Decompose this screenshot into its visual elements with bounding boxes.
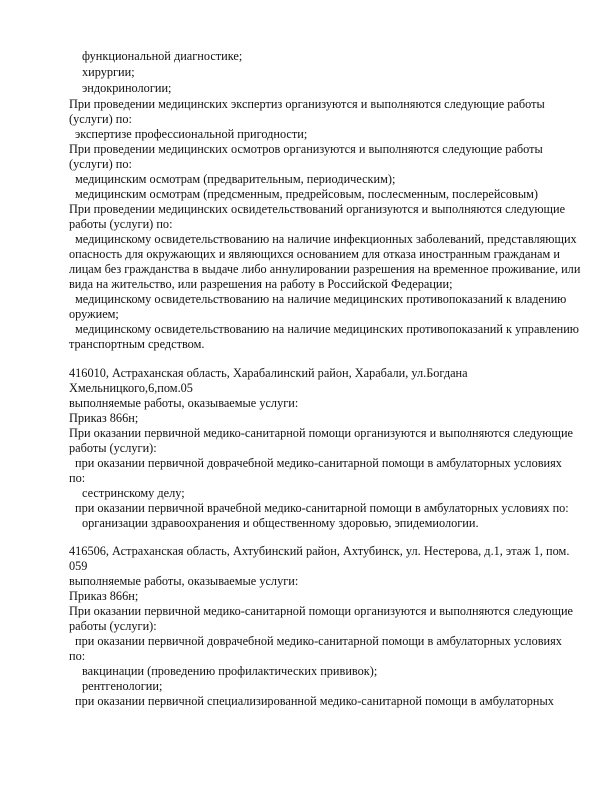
text-line: опасность для окружающих и являющихся основанием для отказа иностранным гражданам и [69,247,560,261]
text-line: (услуги) по: [69,112,132,126]
text-line: работы (услуги): [69,619,157,633]
text-line: При оказании первичной медико-санитарной помощи организуются и выполняются следующие [69,604,573,618]
text-line: выполняемые работы, оказываемые услуги: [69,574,299,588]
text-line: транспортным средством. [69,337,205,351]
text-line: эндокринологии; [82,81,172,95]
text-line: медицинскому освидетельствованию на наличие инфекционных заболеваний, представляющих [75,232,577,246]
text-line: организации здравоохранения и общественному здоровью, эпидемиологии. [82,516,479,530]
text-line: вакцинации (проведению профилактических прививок); [82,664,378,678]
text-line: При оказании первичной медико-санитарной помощи организуются и выполняются следующие [69,426,573,440]
text-line: экспертизе профессиональной пригодности; [75,127,308,141]
text-line: работы (услуги): [69,441,157,455]
text-line: медицинскому освидетельствованию на наличие медицинских противопоказаний к управлению [75,322,579,336]
text-line: сестринскому делу; [82,486,185,500]
text-line: при оказании первичной доврачебной медико-санитарной помощи в амбулаторных условиях [75,634,562,648]
text-line: при оказании первичной специализированной медико-санитарной помощи в амбулаторных [75,694,554,708]
address-line: 416506, Астраханская область, Ахтубинский район, Ахтубинск, ул. Нестерова, д.1, этаж 1, пом. [69,544,570,558]
text-line: работы (услуги) по: [69,217,173,231]
text-line: медицинским осмотрам (предварительным, периодическим); [75,172,396,186]
text-line: при оказании первичной доврачебной медико-санитарной помощи в амбулаторных условиях [75,456,562,470]
text-line: Приказ 866н; [69,411,139,425]
text-line: При проведении медицинских освидетельствований организуются и выполняются следующие [69,202,566,216]
text-line: при оказании первичной врачебной медико-санитарной помощи в амбулаторных условиях по: [75,501,569,515]
text-line: лицам без гражданства в выдаче либо аннулировании разрешения на временное проживание, или [69,262,581,276]
text-line: При проведении медицинских осмотров организуются и выполняются следующие работы [69,142,543,156]
text-line: медицинским осмотрам (предсменным, предрейсовым, послесменным, послерейсовым) [75,187,538,201]
text-line: рентгенологии; [82,679,163,693]
text-line: по: [69,471,86,485]
text-line: по: [69,649,86,663]
text-line: оружием; [69,307,119,321]
text-line: вида на жительство, или разрешения на работу в Российской Федерации; [69,277,453,291]
text-line: выполняемые работы, оказываемые услуги: [69,396,299,410]
text-line: Приказ 866н; [69,589,139,603]
address-line: 416010, Астраханская область, Харабалинский район, Харабали, ул.Богдана [69,366,468,380]
address-line: 059 [69,559,88,573]
text-line: медицинскому освидетельствованию на наличие медицинских противопоказаний к владению [75,292,567,306]
text-line: функциональной диагностике; [82,49,243,63]
text-line: При проведении медицинских экспертиз организуются и выполняются следующие работы [69,97,545,111]
text-line: (услуги) по: [69,157,132,171]
address-line: Хмельницкого,6,пом.05 [69,381,193,395]
text-line: хирургии; [82,65,135,79]
